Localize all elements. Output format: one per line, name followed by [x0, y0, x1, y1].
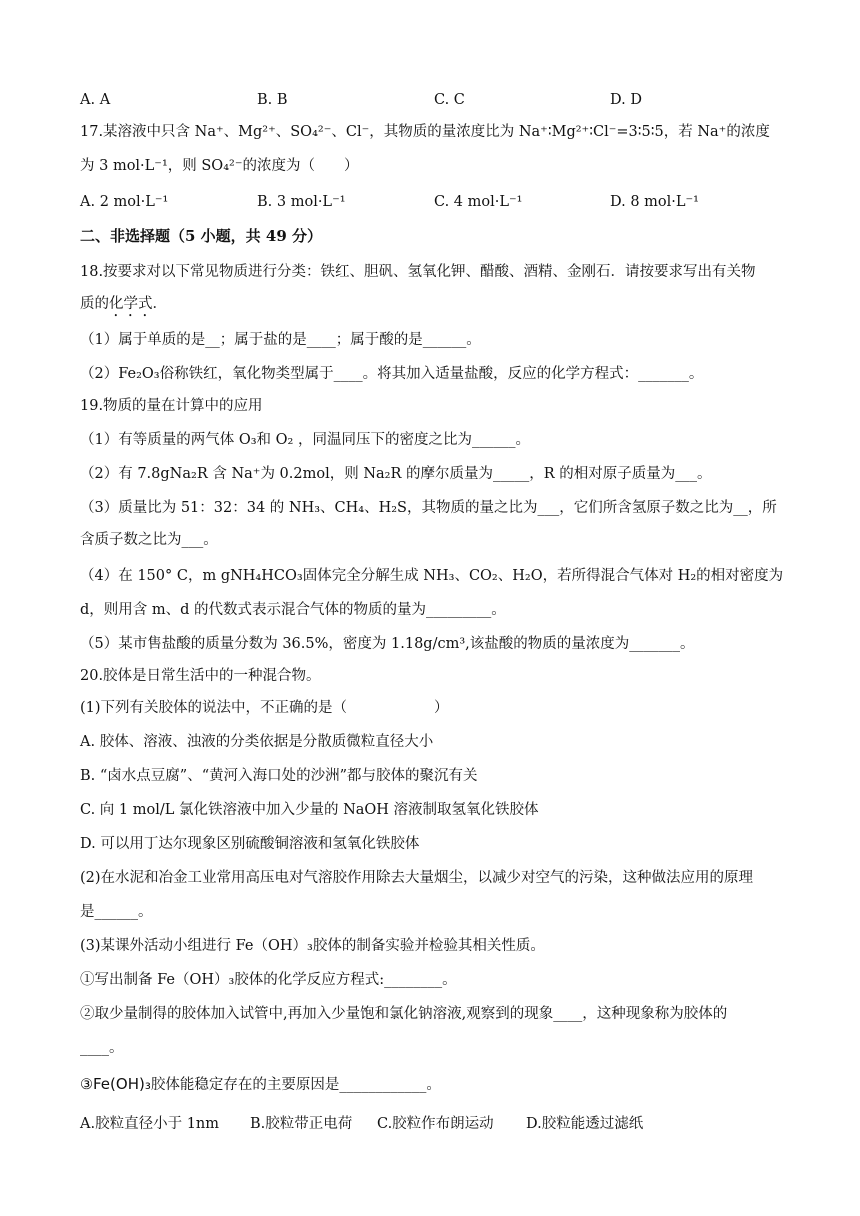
q20-sub3-item2-line2: ____。 [80, 1040, 124, 1056]
q17-option-d: D. 8 mol·L⁻¹ [610, 194, 699, 210]
q17-option-b: B. 3 mol·L⁻¹ [257, 194, 346, 210]
q19-part2: （2）有 7.8gNa₂R 含 Na⁺为 0.2mol，则 Na₂R 的摩尔质量为_____，R 的相对原子质量为___。 [80, 466, 712, 482]
q20-sub3-item3 [80, 1074, 441, 1095]
q20-sub2-line1: (2)在水泥和冶金工业常用高压电对气溶胶作用除去大量烟尘，以减少对空气的污染，这种做法应用的原理 [80, 870, 754, 886]
q18-emphasized-term: 化学式 [109, 296, 153, 312]
q19-part3-line2: 含质子数之比为___。 [80, 532, 218, 548]
q20-sub3-item2-line1: ②取少量制得的胶体加入试管中,再加入少量饱和氯化钠溶液,观察到的现象____，这种现象称为胶体的 [80, 1006, 728, 1022]
section-heading: 二、非选择题（5 小题，共 49 分） [80, 227, 322, 245]
q20-option-a: A. 胶体、溶液、浊液的分类依据是分散质微粒直径大小 [80, 734, 434, 750]
q19-part5: （5）某市售盐酸的质量分数为 36.5%，密度为 1.18g/cm³,该盐酸的物质的量浓度为_______。 [80, 636, 695, 652]
q18-part2: （2）Fe₂O₃俗称铁红，氧化物类型属于____。将其加入适量盐酸，反应的化学方程式：_______。 [80, 366, 704, 382]
q20-title: 20.胶体是日常生活中的一种混合物。 [80, 668, 321, 684]
q19-part4-line2: d，则用含 m、d 的代数式表示混合气体的物质的量为_________。 [80, 602, 506, 618]
q20-item3-text: 胶体能稳定存在的主要原因是____________。 [150, 1077, 441, 1093]
q19-part1: （1）有等质量的两气体 O₃和 O₂ ，同温同压下的密度之比为______。 [80, 432, 530, 448]
q16-option-c: C. C [434, 92, 465, 108]
q20-item3-option-a: A.胶粒直径小于 1nm [80, 1116, 220, 1132]
q18-stem-line2 [80, 294, 167, 320]
q20-option-b: B. “卤水点豆腐”、“黄河入海口处的沙洲”都与胶体的聚沉有关 [80, 768, 478, 784]
q18-part1: （1）属于单质的是__；属于盐的是____；属于酸的是______。 [80, 332, 481, 348]
q20-item3-formula: Fe(OH)₃ [93, 1075, 151, 1093]
q20-option-c: C. 向 1 mol/L 氯化铁溶液中加入少量的 NaOH 溶液制取氢氧化铁胶体 [80, 802, 539, 818]
q17-option-c: C. 4 mol·L⁻¹ [434, 194, 523, 210]
q19-title: 19.物质的量在计算中的应用 [80, 398, 263, 414]
q19-part4-line1: （4）在 150° C，m gNH₄HCO₃固体完全分解生成 NH₃、CO₂、H₂O，若所得混合气体对 H₂的相对密度为 [80, 568, 784, 584]
q17-stem-line2: 为 3 mol·L⁻¹，则 SO₄²⁻的浓度为（ ） [80, 158, 359, 174]
q18-stem-line2-start: 质的 [80, 296, 109, 312]
q20-sub1: (1)下列有关胶体的说法中，不正确的是（ ） [80, 700, 449, 716]
q20-item3-marker: ③ [80, 1077, 93, 1093]
q16-option-a: A. A [80, 92, 111, 108]
q20-item3-option-c: C.胶粒作布朗运动 [377, 1116, 494, 1132]
q20-item3-option-d: D.胶粒能透过滤纸 [526, 1116, 644, 1132]
q18-stem-line2-end: ． [152, 296, 167, 312]
q16-option-b: B. B [257, 92, 288, 108]
q20-sub2-line2: 是______。 [80, 904, 153, 920]
q20-option-d: D. 可以用丁达尔现象区别硫酸铜溶液和氢氧化铁胶体 [80, 836, 420, 852]
q19-part3-line1: （3）质量比为 51：32：34 的 NH₃、CH₄、H₂S，其物质的量之比为___，它们所含氢原子数之比为__，所 [80, 500, 777, 516]
q18-stem-line1: 18.按要求对以下常见物质进行分类：铁红、胆矾、氢氧化钾、醋酸、酒精、金刚石．请按要求写出有关物 [80, 264, 756, 280]
q17-option-a: A. 2 mol·L⁻¹ [80, 194, 169, 210]
q20-sub3-item1: ①写出制备 Fe（OH）₃胶体的化学反应方程式:________。 [80, 972, 457, 988]
q16-option-d: D. D [610, 92, 642, 108]
q20-sub3: (3)某课外活动小组进行 Fe（OH）₃胶体的制备实验并检验其相关性质。 [80, 938, 545, 954]
q17-stem-line1: 17.某溶液中只含 Na⁺、Mg²⁺、SO₄²⁻、Cl⁻，其物质的量浓度比为 Na⁺∶Mg²⁺∶Cl⁻=3∶5∶5，若 Na⁺的浓度 [80, 124, 770, 140]
q20-item3-option-b: B.胶粒带正电荷 [250, 1116, 353, 1132]
